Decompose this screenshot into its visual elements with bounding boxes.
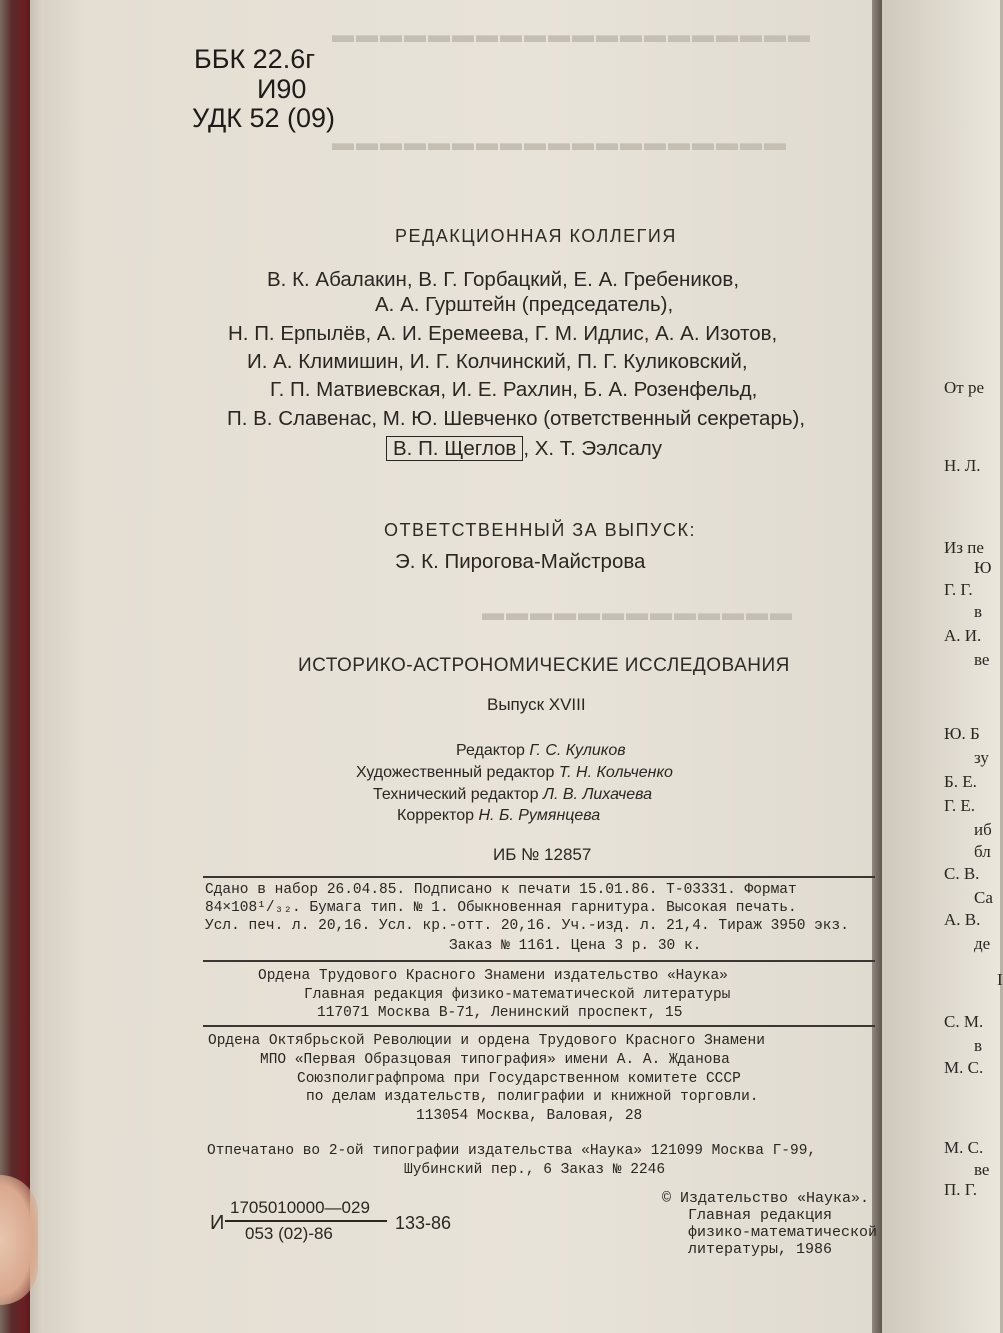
right-page-line: в [974,602,983,621]
copyright-line: Главная редакция [688,1207,833,1224]
bbk-index: ББК 22.6г [194,44,316,74]
right-page-line: Н. Л. [944,456,981,475]
series-title: ИСТОРИКО-АСТРОНОМИЧЕСКИЕ ИССЛЕДОВАНИЯ [298,655,790,676]
right-page-line: ве [974,1160,990,1179]
printer-line: 113054 Москва, Валовая, 28 [416,1108,643,1124]
right-page-line: Из пе [944,538,984,557]
publisher-line: Ордена Трудового Красного Знамени издательство «Наука» [258,968,728,984]
board-line: И. А. Климишин, И. Г. Колчинский, П. Г. Куликовский, [247,350,748,373]
right-page-line: С. В. [944,864,980,883]
right-page-line: От ре [944,378,985,397]
boxed-name: В. П. Щеглов [386,436,523,461]
divider [203,960,875,962]
right-page-line: иб [974,820,992,839]
code-denominator: 053 (02)-86 [245,1224,333,1243]
right-page-line: А. В. [944,910,981,929]
right-page-line: зу [974,748,989,767]
copyright-line: © Издательство «Наука». [662,1190,870,1207]
author-mark: И90 [257,74,307,104]
book-gutter [872,0,882,1333]
show-through-text: ▬▬▬▬▬▬▬▬▬▬▬▬▬▬▬▬▬▬▬ [330,130,786,155]
right-page-line: С. М. [944,1012,984,1031]
board-line: Г. П. Матвиевская, И. Е. Рахлин, Б. А. Розенфельд, [270,378,758,401]
board-line: В. К. Абалакин, В. Г. Горбацкий, Е. А. Гребеников, [267,268,740,291]
right-page-line: Ю. Б [944,724,980,743]
show-through-text: ▬▬▬▬▬▬▬▬▬▬▬▬▬ [480,600,792,625]
right-page-line: Г. Е. [944,796,976,815]
right-page-line: де [974,934,991,953]
printer-line: МПО «Первая Образцовая типография» имени А. А. Жданова [260,1052,730,1068]
right-page-line: П. Г. [944,1180,977,1199]
printer-line: Союзполиграфпрома при Государственном комитете СССР [297,1071,741,1087]
udk-index: УДК 52 (09) [192,103,336,133]
printer-line: по делам издательств, полиграфии и книжной торговли. [306,1089,759,1105]
right-page-line: Б. Е. [944,772,977,791]
board-heading: РЕДАКЦИОННАЯ КОЛЛЕГИЯ [395,226,677,246]
code-numerator: 1705010000—029 [230,1198,370,1217]
board-last-line [386,437,662,461]
copyright-line: литературы, 1986 [688,1241,833,1258]
imprint-line: 84×108¹/₃₂. Бумага тип. № 1. Обыкновенная гарнитура. Высокая печать. [205,900,797,916]
right-page-line: I [997,970,1003,989]
right-page-line: Г. Г. [944,580,973,599]
imprint-line: Сдано в набор 26.04.85. Подписано к печати 15.01.86. Т-03331. Формат [205,882,797,898]
issue-number: Выпуск XVIII [487,695,586,714]
editor-line: Редактор Г. С. Куликов [456,742,626,759]
printed-line: Отпечатано во 2-ой типографии издательства «Наука» 121099 Москва Г-99, [207,1143,817,1159]
right-page [882,0,1003,1333]
responsible-name: Э. К. Пирогова-Майстрова [395,550,646,573]
imprint-line: Усл. печ. л. 20,16. Усл. кр.-отт. 20,16. Уч.-изд. л. 21,4. Тираж 3950 экз. [205,918,849,934]
divider [203,876,875,878]
imprint-line: Заказ № 1161. Цена 3 р. 30 к. [449,938,702,954]
thumb [0,1175,38,1305]
editor-line: Корректор Н. Б. Румянцева [397,807,601,824]
responsible-heading: ОТВЕТСТВЕННЫЙ ЗА ВЫПУСК: [384,520,696,540]
right-page-line: в [974,1036,983,1055]
board-line: А. А. Гурштейн (председатель), [375,293,674,316]
code-suffix: 133-86 [395,1213,452,1233]
right-page-line: М. С. [944,1138,984,1157]
show-through-text: ▬▬▬▬▬▬▬▬▬▬▬▬▬▬▬▬▬▬▬▬ [330,22,810,47]
printer-line: Ордена Октябрьской Революции и ордена Трудового Красного Знамени [208,1033,765,1049]
board-line: П. В. Славенас, М. Ю. Шевченко (ответственный секретарь), [227,407,806,430]
printed-line: Шубинский пер., 6 Заказ № 2246 [404,1162,666,1178]
code-prefix: И [210,1212,225,1234]
board-last-rest: , Х. Т. Ээлсалу [523,437,662,460]
copyright-line: физико-математической [688,1224,878,1241]
publisher-line: 117071 Москва В-71, Ленинский проспект, 15 [317,1005,683,1021]
ib-number: ИБ № 12857 [493,845,592,864]
right-page-line: Ю [974,558,992,577]
right-page-line: бл [974,842,991,861]
right-page-line: А. И. [944,626,982,645]
right-page-line: ве [974,650,990,669]
page-edge [30,0,44,1333]
board-line: Н. П. Ерпылёв, А. И. Еремеева, Г. М. Идлис, А. А. Изотов, [228,322,778,345]
editor-line: Художественный редактор Т. Н. Кольченко [356,764,673,781]
fraction-bar [225,1220,387,1222]
divider [203,1025,875,1027]
right-page-line: Са [974,888,993,907]
publisher-line: Главная редакция физико-математической литературы [304,987,731,1003]
right-page-line: М. С. [944,1058,984,1077]
editor-line: Технический редактор Л. В. Лихачева [373,786,653,803]
